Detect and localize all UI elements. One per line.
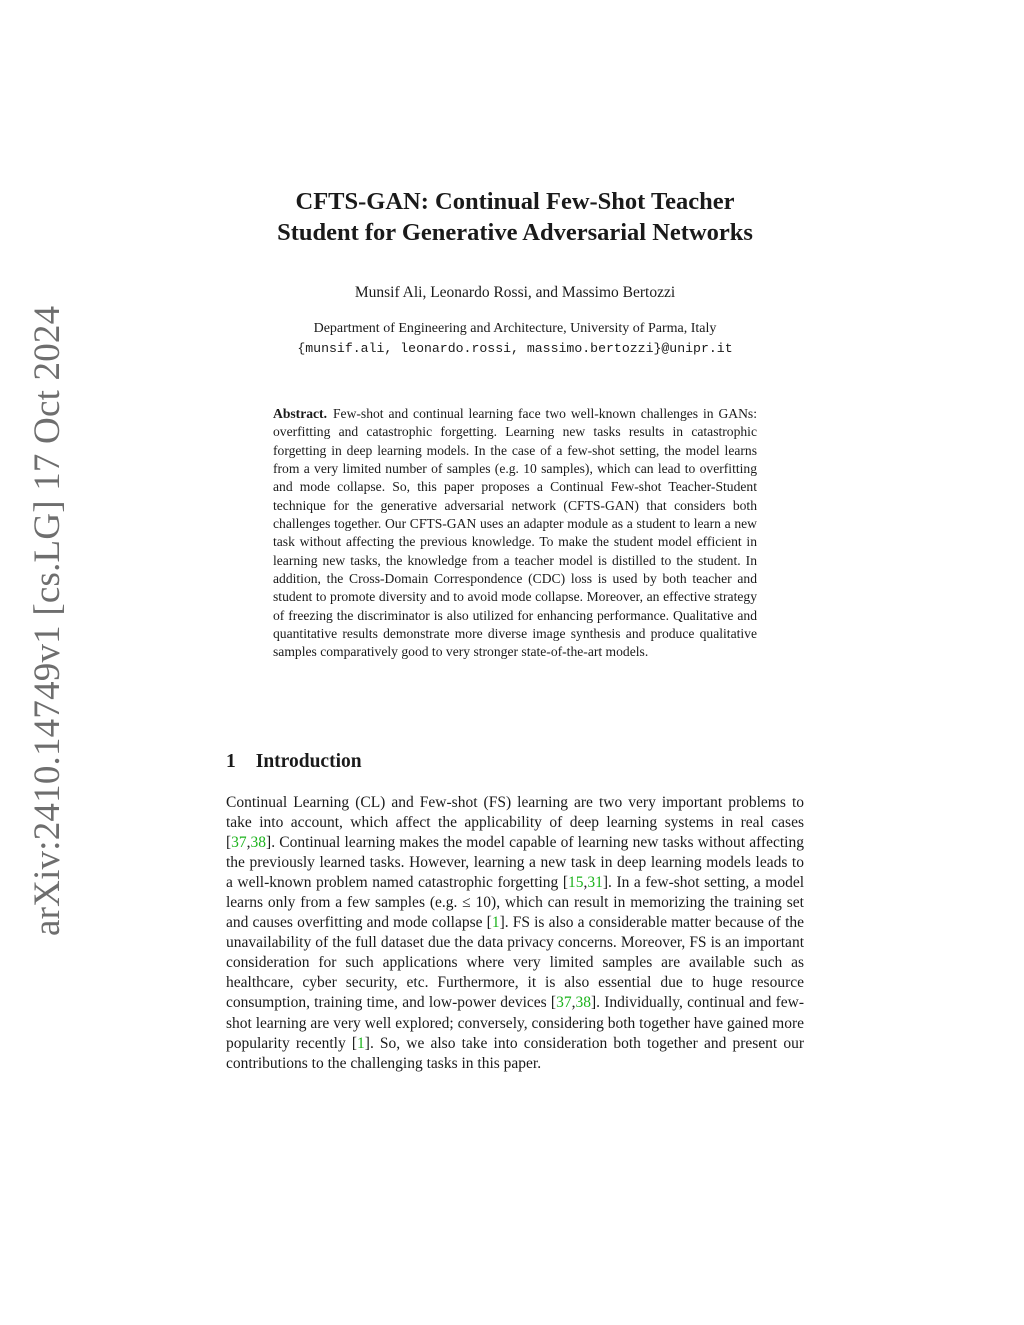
abstract-label: Abstract. <box>273 406 327 421</box>
intro-text: ]. In a few-shot setting, a model learns only from a few samples (e.g. ≤ 10), which can result in memorizing the training set and causes overfitting and mode collapse [ <box>226 874 805 932</box>
section-heading <box>226 751 362 773</box>
intro-text: Continual Learning (CL) and Few-shot (FS) learning are two very important problems to take into account, which affect the applicability of deep learning systems in real cases [ <box>226 794 804 852</box>
arxiv-identifier: arXiv:2410.14749v1 [cs.LG] 17 Oct 2024 <box>27 305 68 936</box>
author-emails[interactable]: {munsif.ali, leonardo.rossi, massimo.bertozzi}@unipr.it <box>297 341 733 356</box>
intro-text: ]. Continual learning makes the model capable of learning new tasks without affecting the previously learned tasks. However, learning a new task in deep learning models leads to a well-known problem named catastrophic forgetting [ <box>226 834 804 892</box>
intro-text: , <box>583 874 588 892</box>
section-title: Introduction <box>255 751 362 772</box>
section-number: 1 <box>226 751 236 772</box>
citation-link[interactable]: 15 <box>568 874 584 892</box>
title-line-2: Student for Generative Adversarial Networks <box>277 219 753 246</box>
intro-text: ]. FS is also a considerable matter because of the unavailability of the full dataset due the data privacy concerns. Moreover, FS is an important consideration for such applications where very limited samples are available such as healthcare, cyber security, etc. Furthermore, it is also essential due to huge resource consumption, training time, and low-power devices [ <box>226 914 805 1012</box>
abstract-text: Few-shot and continual learning face two well-known challenges in GANs: overfitting and catastrophic forgetting. Learning new tasks results in catastrophic forgetting in deep learning models. In the case of a few-shot setting, the model learns from a very limited number of samples (e.g. 10 samples), which can lead to overfitting and mode collapse. So, this paper proposes a Continual Few-shot Teacher-Student technique for the generative adversarial network (CFTS-GAN) that considers both challenges together. Our CFTS-GAN uses an adapter module as a student to learn a new task without affecting the previous knowledge. To make the student model efficient in learning new tasks, the knowledge from a teacher model is distilled to the student. In addition, the Cross-Domain Correspondence (CDC) loss is used by both teacher and student to promote diversity and to avoid mode collapse. Moreover, an effective strategy of freezing the discriminator is also utilized for enhancing performance. Qualitative and quantitative results demonstrate more diverse image synthesis and produce qualitative samples comparatively good to very stronger state-of-the-art models. <box>273 406 757 660</box>
affiliation-block <box>212 319 818 359</box>
citation-link[interactable]: 38 <box>575 994 591 1012</box>
citation-link[interactable]: 1 <box>491 914 500 932</box>
abstract <box>273 405 757 662</box>
citation-link[interactable]: 38 <box>250 834 267 852</box>
intro-text: ]. So, we also take into consideration both together and present our contributions to the challenging tasks in this paper. <box>226 1034 804 1072</box>
intro-text: ]. Individually, continual and few-shot learning are very well explored; conversely, considering both together have gained more popularity recently [ <box>226 994 804 1052</box>
intro-text: , <box>571 994 576 1012</box>
intro-text: , <box>246 834 251 852</box>
citation-link[interactable]: 37 <box>231 834 247 852</box>
title-line-1: CFTS-GAN: Continual Few-Shot Teacher <box>295 188 735 215</box>
affiliation: Department of Engineering and Architecture, University of Parma, Italy <box>313 321 717 336</box>
author-list: Munsif Ali, Leonardo Rossi, and Massimo Bertozzi <box>354 284 676 301</box>
citation-link[interactable]: 37 <box>556 994 572 1012</box>
introduction-paragraph <box>226 793 804 1074</box>
citation-link[interactable]: 31 <box>587 874 603 892</box>
paper-title <box>212 186 818 248</box>
citation-link[interactable]: 1 <box>357 1034 365 1052</box>
